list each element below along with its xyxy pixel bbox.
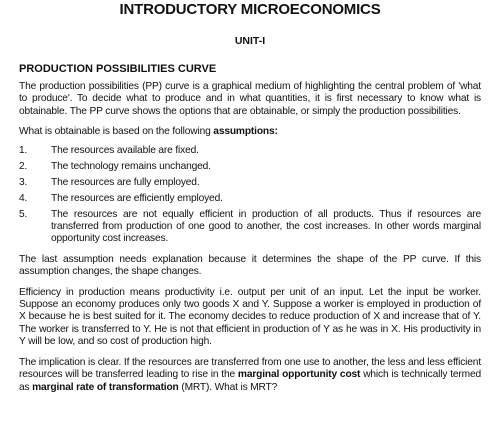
list-item bbox=[19, 177, 481, 189]
list-item bbox=[19, 209, 481, 246]
implication-text-2: which is technically termed as bbox=[19, 369, 482, 393]
list-item bbox=[19, 161, 481, 173]
assumptions-lead-text: What is obtainable is based on the following bbox=[19, 126, 214, 138]
list-item-number: 3. bbox=[19, 176, 28, 188]
assumptions-list bbox=[19, 145, 481, 246]
list-item-number: 4. bbox=[19, 192, 28, 204]
list-item-number: 2. bbox=[19, 160, 28, 172]
list-item-number: 1. bbox=[19, 144, 28, 156]
list-item-text: The technology remains unchanged. bbox=[51, 160, 211, 172]
implication-text-3: (MRT). What is MRT? bbox=[178, 381, 278, 393]
list-item bbox=[19, 193, 481, 205]
assumptions-lead-paragraph bbox=[19, 126, 481, 138]
assumptions-bold-text: assumptions: bbox=[213, 126, 278, 138]
list-item-text: The resources are efficiently employed. bbox=[51, 192, 223, 204]
list-item-text: The resources are not equally efficient in production of all products. Thus if resources are transferred from production of one good to another, the cost increases. In other words marginal opportunity cost increases. bbox=[51, 208, 481, 245]
implication-paragraph bbox=[19, 357, 481, 394]
list-item-text: The resources are fully employed. bbox=[51, 176, 200, 188]
list-item-text: The resources available are fixed. bbox=[51, 144, 199, 156]
unit-label: UNIT-I bbox=[234, 35, 266, 47]
list-item-number: 5. bbox=[19, 208, 28, 220]
efficiency-paragraph: Efficiency in production means productivity i.e. output per unit of an input. Let the input be worker. Suppose an economy produces only two goods X and Y. Suppose a worker is employed in production of X because he is best suited for it. The economy decides to reduce production of X and increase that of Y. The worker is transferred to Y. He is not that efficient in production of Y as he was in X. His productivity in Y will be low, and so cost of production high. bbox=[19, 286, 481, 348]
list-item bbox=[19, 145, 481, 157]
implication-text-1: The implication is clear. If the resources are transferred from one use to another, the less and less efficient resources will be transferred leading to rise in the bbox=[19, 356, 481, 381]
last-assumption-paragraph: The last assumption needs explanation because it determines the shape of the PP curve. If this assumption changes, the shape changes. bbox=[19, 253, 481, 278]
intro-paragraph: The production possibilities (PP) curve is a graphical medium of highlighting the central problem of 'what to produce'. To decide what to produce and in what quantities, it is first necessary to know what is obtainable. The PP curve shows the options that are obtainable, or simply the production possibilities. bbox=[19, 81, 481, 117]
marginal-rate-of-transformation-term: marginal rate of transformation bbox=[32, 381, 179, 393]
page-title: INTRODUCTORY MICROECONOMICS bbox=[119, 1, 381, 18]
section-heading: PRODUCTION POSSIBILITIES CURVE bbox=[19, 63, 217, 75]
marginal-opportunity-cost-term: marginal opportunity cost bbox=[237, 369, 361, 381]
